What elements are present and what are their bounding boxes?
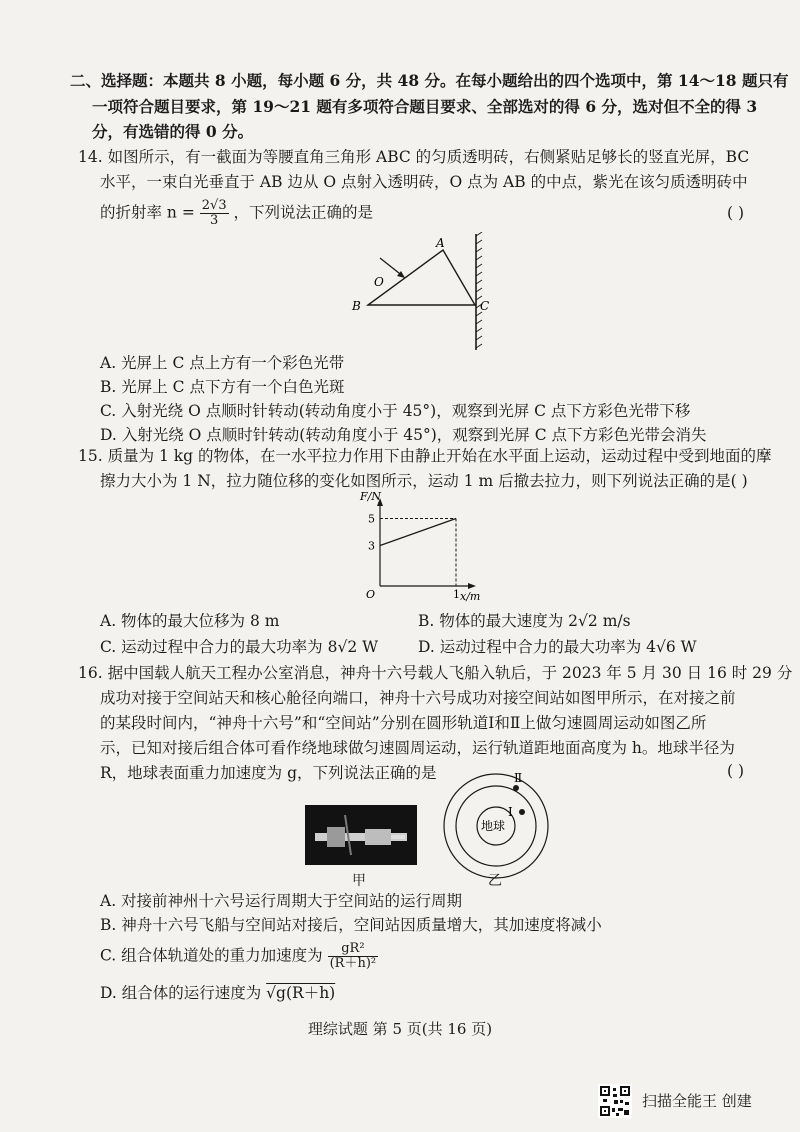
- vertex-c-label: C: [480, 299, 490, 313]
- q15-stem-line-2: 擦力大小为 1 N，拉力随位移的变化如图所示，运动 1 m 后撤去拉力，则下列说法正确的是( ): [100, 472, 748, 490]
- q16-stem-line-3: 的某段时间内，“神舟十六号”和“空间站”分别在圆形轨道Ⅰ和Ⅱ上做匀速圆周运动如图乙所: [100, 714, 707, 732]
- origin-label: O: [366, 588, 376, 601]
- qr-code-icon: [598, 1084, 632, 1118]
- q16-answer-paren: ( ): [726, 762, 744, 780]
- earth-label: 地球: [481, 819, 506, 833]
- prism-triangle: [368, 250, 475, 305]
- y-axis-label: F/N: [360, 492, 381, 503]
- force-line: [380, 519, 456, 546]
- q14-option-a: A. 光屏上 C 点上方有一个彩色光带: [100, 354, 345, 372]
- space-station-image: [305, 805, 417, 865]
- point-o-label: O: [374, 275, 384, 289]
- q16-option-d-text: D. 组合体的运行速度为: [100, 984, 262, 1002]
- q14-option-b: B. 光屏上 C 点下方有一个白色光斑: [100, 378, 345, 396]
- q16-option-c-text: C. 组合体轨道处的重力加速度为: [100, 946, 323, 965]
- q16-option-c-numerator: gR²: [328, 942, 379, 957]
- q14-stem-line-3: [100, 199, 752, 229]
- q14-stem-line-1: 14. 如图所示，有一截面为等腰直角三角形 ABC 的匀质透明砖，右侧紧贴足够长的竖直光屏，BC: [78, 148, 750, 166]
- q16-docking-photo: [305, 805, 417, 865]
- q14-stem-line-2: 水平，一束白光垂直于 AB 边从 O 点射入透明砖，O 点为 AB 的中点，紫光在该匀质透明砖中: [100, 173, 748, 191]
- screen-hatching: [476, 232, 482, 348]
- q16-option-c-fraction: [328, 942, 379, 971]
- page-footer: 理综试题 第 5 页(共 16 页): [307, 1020, 493, 1038]
- q14-option-c: C. 入射光绕 O 点顺时针转动(转动角度小于 45°)，观察到光屏 C 点下方彩色光带下移: [100, 402, 691, 420]
- section-instruction-line-1: 二、选择题：本题共 8 小题，每小题 6 分，共 48 分。在每小题给出的四个选项中，第 14～18 题只有: [70, 71, 789, 90]
- q14-fraction-numerator: 2√3: [201, 198, 227, 213]
- q16-option-d: [100, 982, 335, 1004]
- section-instruction-line-3: 分，有选错的得 0 分。: [92, 122, 254, 141]
- q16-stem-line-4: 示，已知对接后组合体可看作绕地球做匀速圆周运动，运行轨道距地面高度为 h。地球半径为: [100, 739, 735, 757]
- x-axis-arrow: [468, 583, 476, 589]
- y-tick-3: 3: [368, 539, 375, 553]
- q16-option-c: [100, 942, 378, 976]
- q15-force-displacement-chart: [352, 492, 492, 602]
- section-instruction-line-2: 一项符合题目要求，第 19～21 题有多项符合题目要求、全部选对的得 6 分，选对但不全的得 3: [92, 97, 758, 116]
- q15-option-b: B. 物体的最大速度为 2√2 m/s: [418, 612, 631, 630]
- q16-stem-line-2: 成功对接于空间站天和核心舱径向端口，神舟十六号成功对接空间站如图甲所示，在对接之前: [100, 689, 736, 707]
- q14-option-d: D. 入射光绕 O 点顺时针转动(转动角度小于 45°)，观察到光屏 C 点下方彩色光带会消失: [100, 426, 707, 444]
- orbit-1-label: Ⅰ: [508, 805, 513, 819]
- q15-option-a: A. 物体的最大位移为 8 m: [100, 612, 280, 630]
- vertex-a-label: A: [436, 236, 445, 250]
- vertex-b-label: B: [352, 299, 361, 313]
- q15-option-c: C. 运动过程中合力的最大功率为 8√2 W: [100, 638, 379, 656]
- y-tick-5: 5: [368, 512, 375, 526]
- q16-option-a: A. 对接前神州十六号运行周期大于空间站的运行周期: [100, 892, 463, 910]
- scanner-watermark: 扫描全能王 创建: [642, 1092, 752, 1110]
- q14-refraction-fraction: [200, 199, 229, 228]
- q14-answer-paren: ( ): [726, 204, 744, 222]
- q14-stem-tail: ，下列说法正确的是: [233, 203, 374, 222]
- spacecraft-dot: [519, 809, 525, 815]
- q16-option-d-root: √g(R＋h): [266, 984, 336, 1002]
- q15-stem-line-1: 15. 质量为 1 kg 的物体，在一水平拉力作用下由静止开始在水平面上运动，运动过程中受到地面的摩: [78, 447, 772, 465]
- x-axis-label: x/m: [460, 590, 481, 602]
- figure-jia-caption: 甲: [352, 873, 366, 889]
- x-tick-1: 1: [453, 588, 460, 601]
- q16-option-c-denominator: (R＋h)²: [329, 956, 377, 971]
- q14-refraction-label: 的折射率 n =: [100, 203, 195, 222]
- orbit-2-label: Ⅱ: [514, 771, 523, 785]
- space-station-dot: [513, 785, 519, 791]
- q16-option-b: B. 神舟十六号飞船与空间站对接后，空间站因质量增大，其加速度将减小: [100, 916, 602, 934]
- q16-stem-line-5: R，地球表面重力加速度为 g，下列说法正确的是: [100, 764, 437, 782]
- q15-option-d: D. 运动过程中合力的最大功率为 4√6 W: [418, 638, 697, 656]
- q16-stem-line-1: 16. 据中国载人航天工程办公室消息，神舟十六号载人飞船入轨后，于 2023 年 5 月 30 日 16 时 29 分: [78, 664, 793, 682]
- q14-fraction-denominator: 3: [210, 213, 219, 228]
- figure-yi-caption: 乙: [488, 873, 502, 889]
- q14-prism-diagram: [340, 232, 510, 352]
